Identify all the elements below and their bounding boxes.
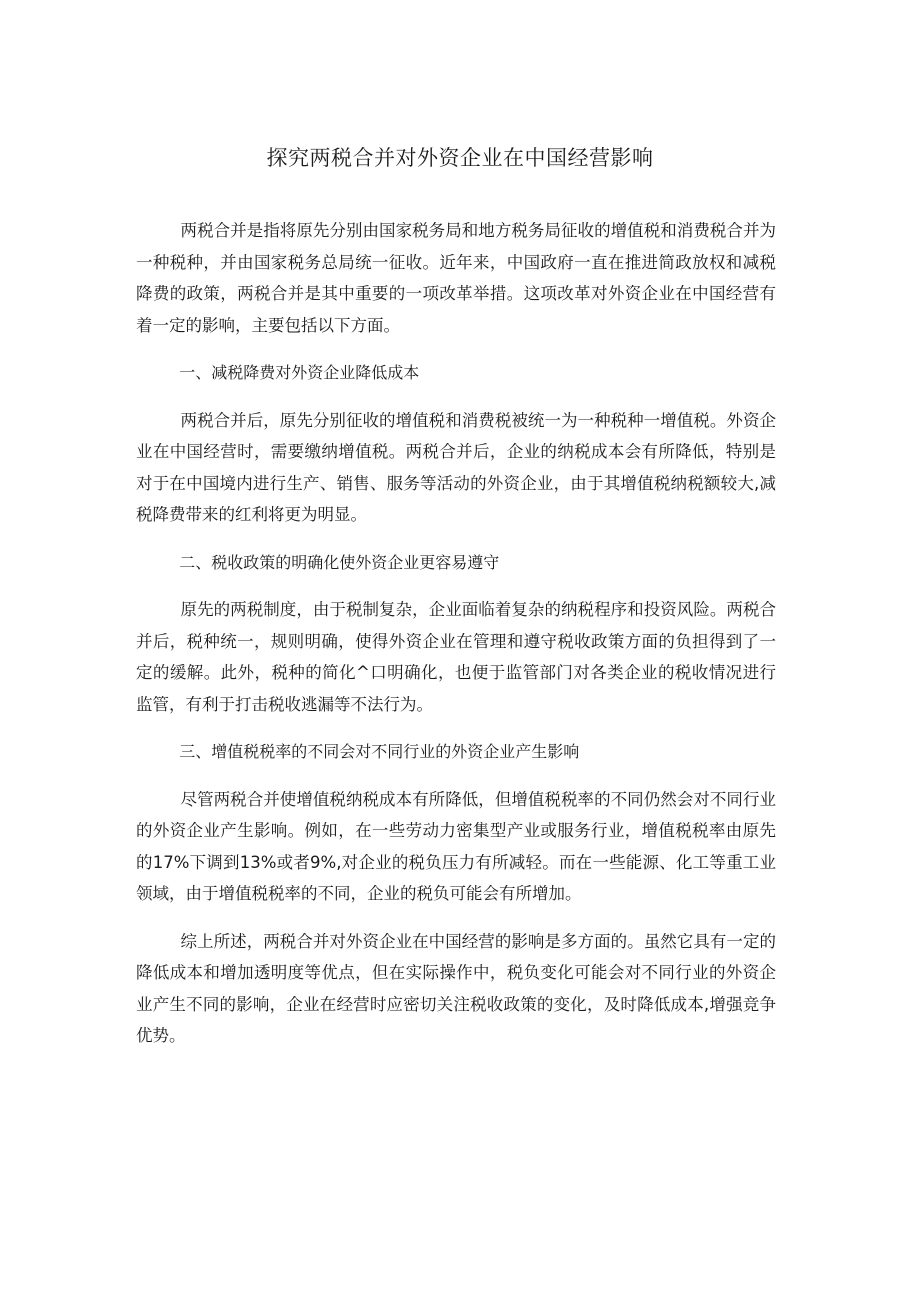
document-title: 探究两税合并对外资企业在中国经营影响: [266, 146, 654, 170]
section-heading-1: 一、减税降费对外资企业降低成本: [179, 363, 420, 382]
section-heading-2: 二、税收政策的明确化使外资企业更容易遵守: [179, 552, 500, 572]
section-heading-3: 三、增值税税率的不同会对不同行业的外资企业产生影响: [179, 742, 580, 761]
paragraph-section-1: 两税合并后，原先分别征收的增值税和消费税被统一为一种税种一增值税。外资企业在中国经营时，需要缴纳增值税。两税合并后，企业的纳税成本会有所降低，特别是对于在中国境内进行生产、销售、服务等活动的外资企业，由于其增值税纳税额较大,减税降费带来的红利将更为明显。: [136, 410, 776, 524]
paragraph-intro: 两税合并是指将原先分别由国家税务局和地方税务局征收的增值税和消费税合并为一种税种，并由国家税务总局统一征收。近年来，中国政府一直在推进简政放权和减税降费的政策，两税合并是其中重要的一项改革举措。这项改革对外资企业在中国经营有着一定的影响，主要包括以下方面。: [136, 221, 776, 335]
paragraph-section-2: 原先的两税制度，由于税制复杂，企业面临着复杂的纳税程序和投资风险。两税合并后，税种统一，规则明确，使得外资企业在管理和遵守税收政策方面的负担得到了一定的缓解。此外，税种的简化^口明确化，也便于监管部门对各类企业的税收情况进行监管，有利于打击税收逃漏等不法行为。: [136, 600, 776, 714]
paragraph-section-3: 尽管两税合并使增值税纳税成本有所降低，但增值税税率的不同仍然会对不同行业的外资企业产生影响。例如，在一些劳动力密集型产业或服务行业，增值税税率由原先的17%下调到13%或者9%,对企业的税负压力有所减轻。而在一些能源、化工等重工业领域，由于增值税税率的不同，企业的税负可能会有所增加。: [136, 789, 776, 903]
paragraph-conclusion: 综上所述，两税合并对外资企业在中国经营的影响是多方面的。虽然它具有一定的降低成本和增加透明度等优点，但在实际操作中，税负变化可能会对不同行业的外资企业产生不同的影响，企业在经营时应密切关注税收政策的变化，及时降低成本,增强竞争优势。: [136, 931, 776, 1045]
document-body: [136, 215, 776, 1068]
